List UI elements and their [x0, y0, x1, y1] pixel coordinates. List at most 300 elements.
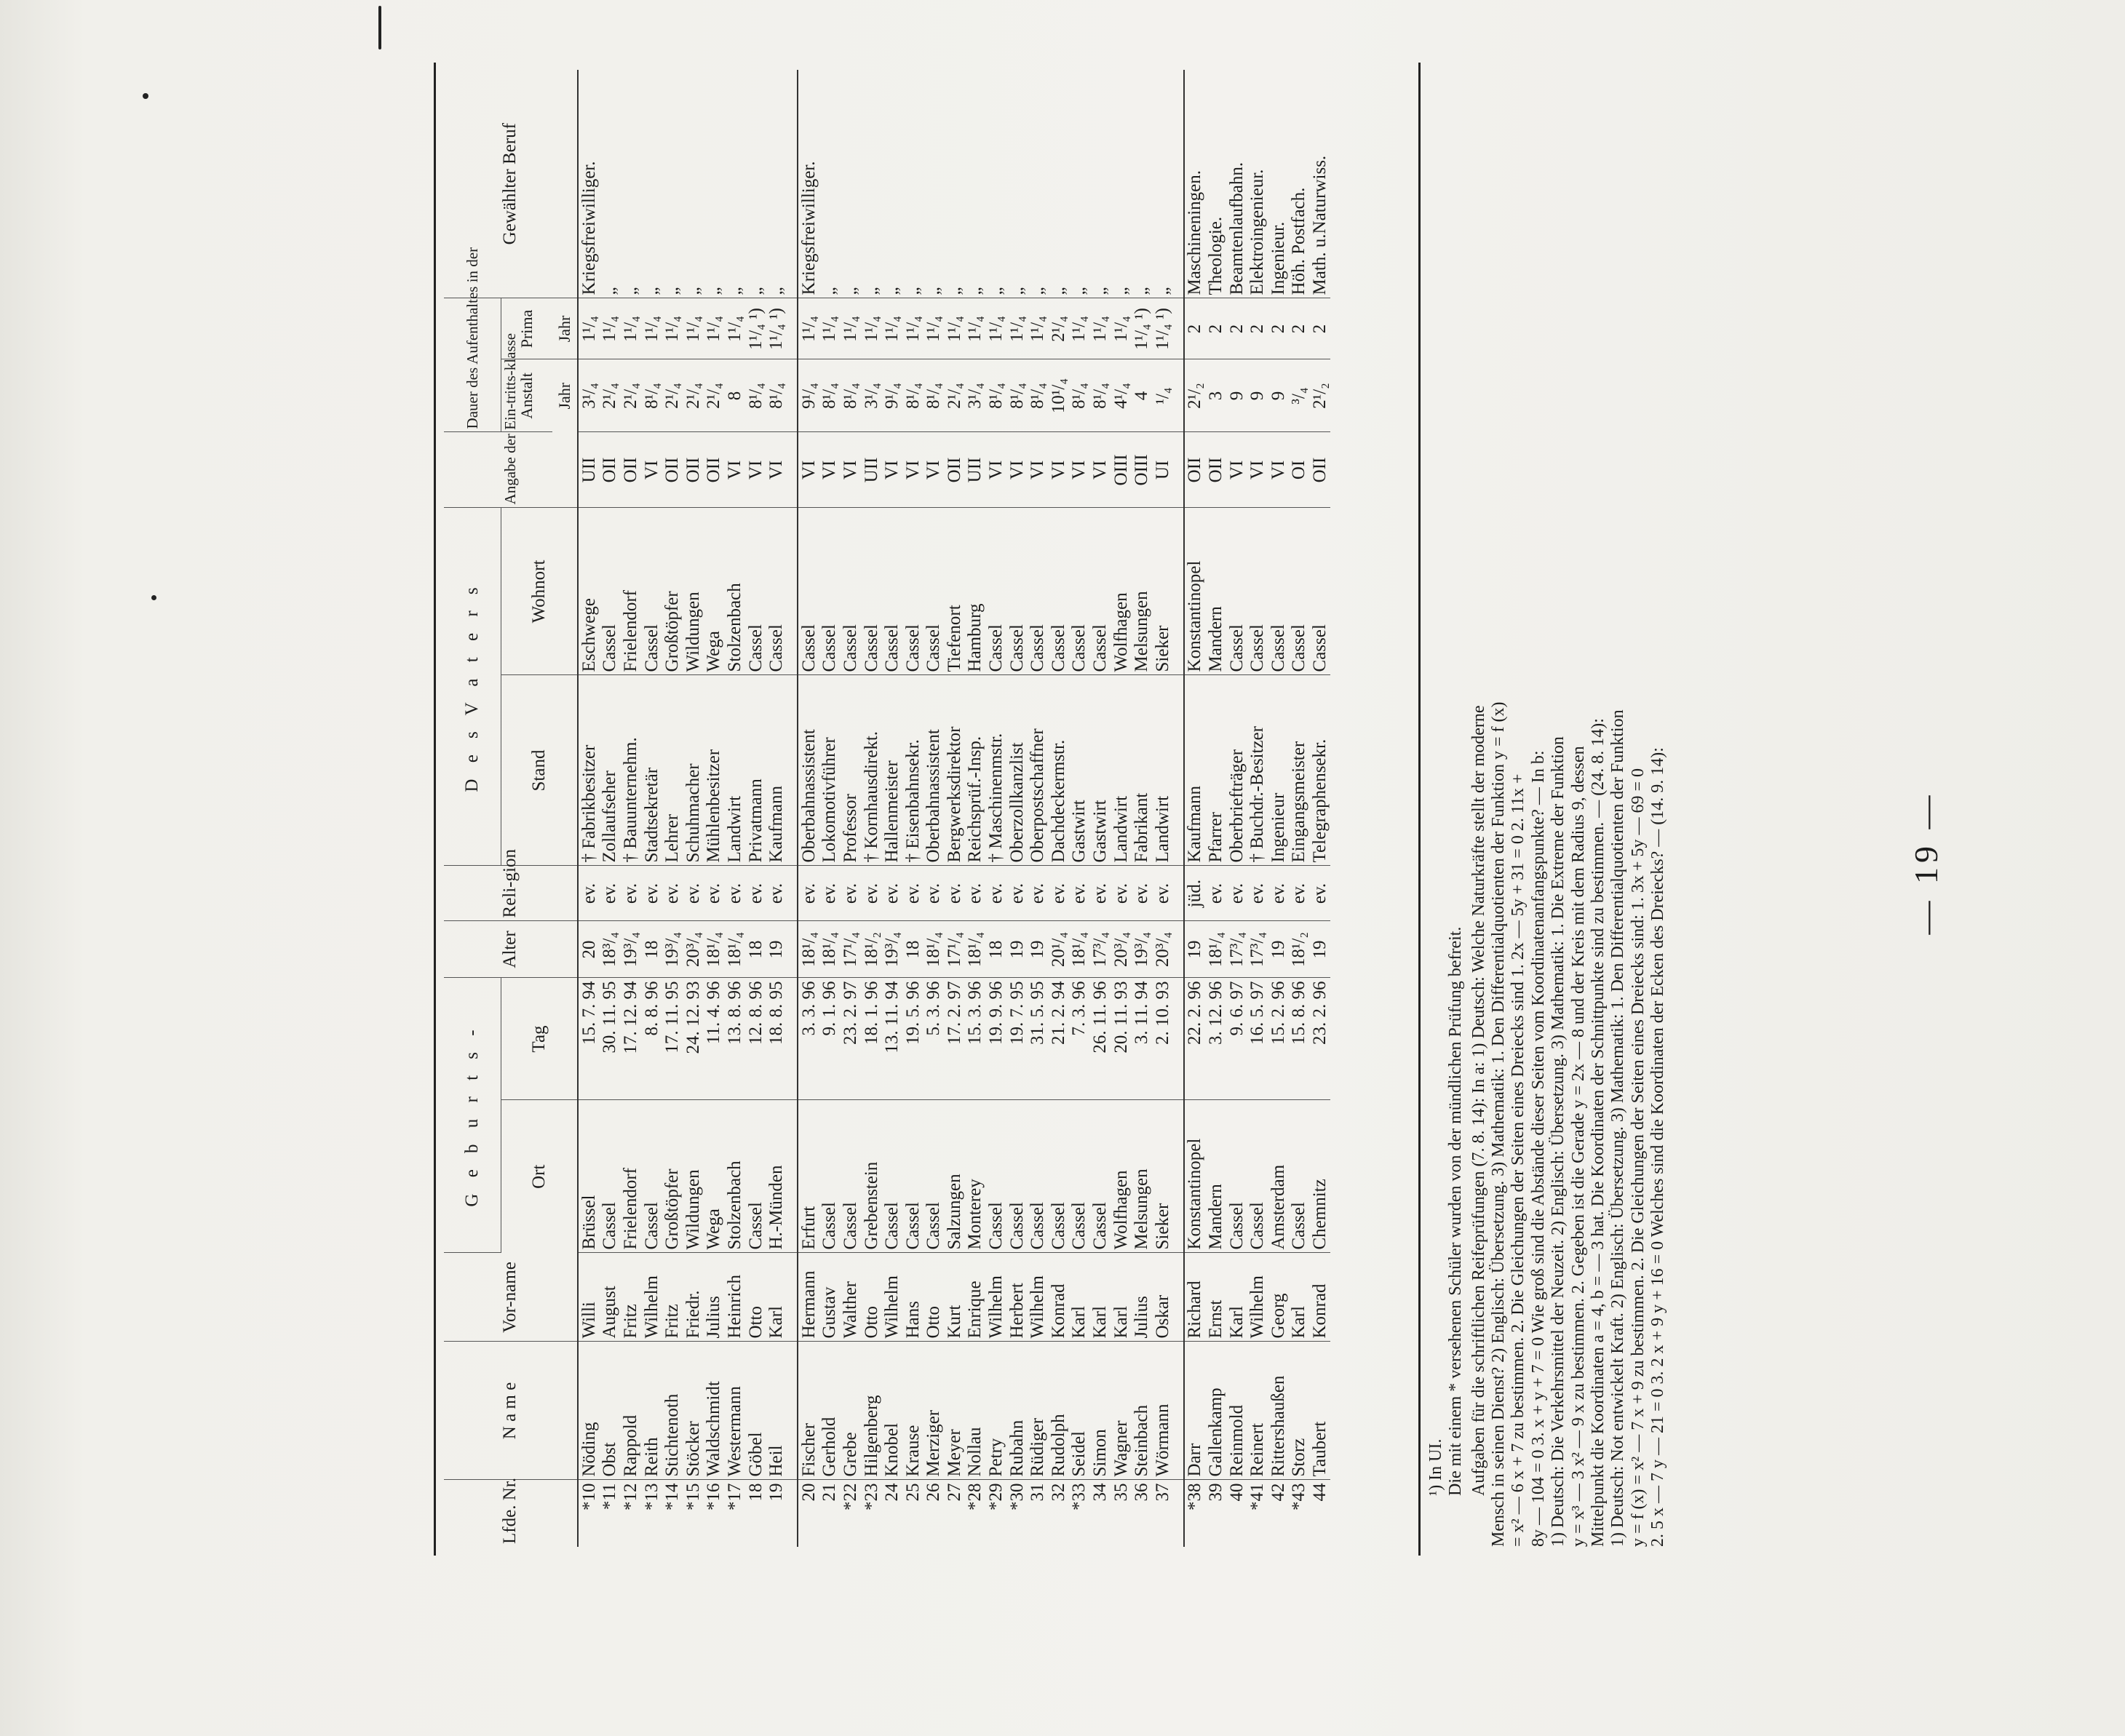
row-number: *38: [1184, 1480, 1206, 1547]
birth-place: Großtöpfer: [662, 1100, 683, 1253]
student-first-name: Fritz: [620, 1253, 641, 1342]
student-first-name: Konrad: [1309, 1253, 1330, 1342]
father-residence: Cassel: [1226, 508, 1247, 675]
father-residence: Tiefenort: [944, 508, 965, 675]
birth-place: Cassel: [745, 1100, 766, 1253]
student-surname: Reith: [641, 1342, 662, 1480]
row-number: 44: [1309, 1483, 1330, 1502]
header-geburts: G e b u r t s -: [444, 978, 501, 1253]
entry-class: VI: [902, 432, 924, 508]
exam-text-line: 2. 5 x — 7 y — 21 = 0 3. 2 x + 9 y + 16 = 0 Welches sind die Koordinaten der Ecken des Dreiecks? — (14. 9. 14):: [1648, 747, 1667, 1547]
student-surname: Stöcker: [683, 1342, 704, 1480]
student-surname: Simon: [1089, 1342, 1111, 1480]
birth-date: 19. 5. 96: [902, 978, 924, 1100]
student-surname: Heil: [766, 1342, 787, 1480]
chosen-profession: Höh. Postfach.: [1289, 70, 1310, 298]
student-surname: Obst: [600, 1342, 621, 1480]
student-surname: Rüdiger: [1027, 1342, 1048, 1480]
table-row: [1205, 70, 1226, 1547]
table-row: [1048, 70, 1069, 1547]
birth-place: Cassel: [1027, 1100, 1048, 1253]
birth-place: Cassel: [1069, 1100, 1090, 1253]
exam-text-line: Aufgaben für die schriftlichen Reifeprüfungen (7. 8. 14): In a: 1) Deutsch: Welche Naturkräfte stellt der moderne: [1469, 705, 1488, 1496]
birth-date: 20. 11. 93: [1111, 978, 1132, 1100]
father-occupation: Gastwirt: [1069, 675, 1090, 866]
religion: ev.: [745, 866, 766, 921]
entry-class: VI: [924, 432, 945, 508]
birth-date: 3. 12. 96: [1205, 978, 1226, 1100]
chosen-profession: „: [965, 70, 986, 298]
years-at-school: 3¹/₄: [578, 359, 600, 432]
student-first-name: Oskar: [1152, 1253, 1173, 1342]
birth-date: 15. 7. 94: [578, 978, 600, 1100]
exam-text-line: 8y — 104 = 0 3. x + y + 7 = 0 Wie groß sind die Abstände dieser Seiten vom Koordinatenanfangspunkte? — In b:: [1528, 750, 1548, 1547]
student-surname: Reinmold: [1226, 1342, 1247, 1480]
exam-text-line: Mittelpunkt die Koordinaten a = 4, b = — 3 hat. Die Koordinaten der Schnittpunkte sind zu bestimmen. — (24. 8. 14):: [1588, 718, 1608, 1547]
father-residence: Cassel: [798, 508, 819, 675]
age: 18: [902, 921, 924, 978]
chosen-profession: „: [683, 70, 704, 298]
age: 17¹/₄: [840, 921, 861, 978]
chosen-profession: Ingenieur.: [1268, 70, 1289, 298]
birth-date: 24. 12. 93: [683, 978, 704, 1100]
birth-place: Mandern: [1205, 1100, 1226, 1253]
table-row: [1184, 70, 1206, 1547]
years-in-prima: 2¹/₄: [1048, 298, 1069, 359]
student-first-name: Otto: [924, 1253, 945, 1342]
age: 18¹/₂: [1289, 921, 1310, 978]
chosen-profession: Elektroingenieur.: [1247, 70, 1268, 298]
chosen-profession: Theologie.: [1205, 70, 1226, 298]
father-occupation: Oberzollkanzlist: [1006, 675, 1028, 866]
birth-date: 7. 3. 96: [1069, 978, 1090, 1100]
table-row: [1006, 70, 1028, 1547]
header-beruf: Gewählter Beruf: [444, 70, 578, 298]
years-at-school: 2¹/₄: [620, 359, 641, 432]
student-first-name: Karl: [1089, 1253, 1111, 1342]
years-in-prima: 1¹/₄: [840, 298, 861, 359]
religion: ev.: [704, 866, 725, 921]
header-religion: Reli-gion: [444, 866, 578, 921]
birth-date: 12. 8. 96: [745, 978, 766, 1100]
header-name: N a m e: [444, 1342, 578, 1480]
chosen-profession: „: [944, 70, 965, 298]
chosen-profession: „: [704, 70, 725, 298]
father-residence: Stolzenbach: [724, 508, 745, 675]
student-first-name: Otto: [861, 1253, 882, 1342]
entry-class: VI: [819, 432, 841, 508]
row-number: *22: [840, 1483, 860, 1510]
age: 18¹/₄: [1205, 921, 1226, 978]
birth-date: 15. 3. 96: [965, 978, 986, 1100]
religion: ev.: [840, 866, 861, 921]
entry-class: OII: [944, 432, 965, 508]
entry-class: VI: [840, 432, 861, 508]
age: 19: [1027, 921, 1048, 978]
birth-date: 18. 1. 96: [861, 978, 882, 1100]
table-row: [840, 70, 861, 1547]
ink-spot: [143, 93, 148, 99]
entry-class: VI: [1027, 432, 1048, 508]
row-number: 42: [1268, 1483, 1288, 1502]
years-at-school: 10¹/₄: [1048, 359, 1069, 432]
student-surname: Rudolph: [1048, 1342, 1069, 1480]
table-row: [965, 70, 986, 1547]
chosen-profession: „: [924, 70, 945, 298]
father-residence: Cassel: [819, 508, 841, 675]
table-row: [1309, 70, 1330, 1547]
age: 20³/₄: [1111, 921, 1132, 978]
years-at-school: 8¹/₄: [1027, 359, 1048, 432]
row-number: *28: [965, 1483, 985, 1510]
table-row: [1111, 70, 1132, 1547]
birth-place: H.-Münden: [766, 1100, 787, 1253]
student-first-name: Wilhelm: [1027, 1253, 1048, 1342]
row-number: *16: [704, 1483, 724, 1510]
table-row: [1247, 70, 1268, 1547]
religion: ev.: [985, 866, 1006, 921]
birth-date: 21. 2. 94: [1048, 978, 1069, 1100]
years-at-school: 8¹/₄: [1069, 359, 1090, 432]
years-in-prima: 1¹/₄: [683, 298, 704, 359]
age: 19: [1268, 921, 1289, 978]
table-body: [578, 70, 1330, 1547]
birth-date: 16. 5. 97: [1247, 978, 1268, 1100]
father-residence: Cassel: [1268, 508, 1289, 675]
years-at-school: 3: [1205, 359, 1226, 432]
birth-date: 8. 8. 96: [641, 978, 662, 1100]
years-in-prima: 2: [1247, 298, 1268, 359]
row-number: *33: [1069, 1483, 1089, 1510]
years-at-school: 9¹/₄: [798, 359, 819, 432]
religion: ev.: [1048, 866, 1069, 921]
table-row: [881, 70, 902, 1547]
header-wohnort: Wohnort: [501, 508, 579, 675]
age: 18¹/₄: [924, 921, 945, 978]
father-residence: Cassel: [881, 508, 902, 675]
religion: ev.: [965, 866, 986, 921]
student-first-name: Julius: [1131, 1253, 1152, 1342]
birth-place: Sieker: [1152, 1100, 1173, 1253]
years-at-school: 8¹/₄: [745, 359, 766, 432]
age: 19: [1184, 921, 1206, 978]
student-surname: Rubahn: [1006, 1342, 1028, 1480]
years-in-prima: 1¹/₄: [662, 298, 683, 359]
birth-place: Stolzenbach: [724, 1100, 745, 1253]
exam-text-line: Mensch in seinen Dienst? 2) Englisch: Übersetzung. 3) Mathematik: 1. Den Differentialquotienten der Funktion y = f (x): [1489, 701, 1509, 1547]
birth-date: 17. 11. 95: [662, 978, 683, 1100]
student-surname: Knobel: [881, 1342, 902, 1480]
student-surname: Göbel: [745, 1342, 766, 1480]
row-number: *30: [1006, 1483, 1027, 1510]
chosen-profession: „: [1131, 70, 1152, 298]
student-surname: Reinert: [1247, 1342, 1268, 1480]
notes-section: [1426, 70, 1668, 1547]
years-at-school: 8: [724, 359, 745, 432]
father-occupation: † Maschinenmstr.: [985, 675, 1006, 866]
birth-place: Monterey: [965, 1100, 986, 1253]
student-first-name: Gustav: [819, 1253, 841, 1342]
student-surname: Wagner: [1111, 1342, 1132, 1480]
chosen-profession: Beamtenlaufbahn.: [1226, 70, 1247, 298]
student-surname: Rappold: [620, 1342, 641, 1480]
table-row: [1268, 70, 1289, 1547]
chosen-profession: „: [819, 70, 841, 298]
years-in-prima: 2: [1268, 298, 1289, 359]
birth-place: Cassel: [600, 1100, 621, 1253]
years-at-school: 2¹/₄: [662, 359, 683, 432]
student-first-name: Fritz: [662, 1253, 683, 1342]
entry-class: OII: [1205, 432, 1226, 508]
header-vorname: Vor-name: [444, 1253, 578, 1342]
years-in-prima: 2: [1289, 298, 1310, 359]
student-surname: Hilgenberg: [861, 1342, 882, 1480]
religion: ev.: [1289, 866, 1310, 921]
father-occupation: Kaufmann: [1184, 675, 1206, 866]
row-number: *29: [986, 1483, 1006, 1510]
student-surname: Fischer: [798, 1342, 819, 1480]
years-in-prima: 1¹/₄: [819, 298, 841, 359]
birth-place: Grebenstein: [861, 1100, 882, 1253]
entry-class: OIII: [1131, 432, 1152, 508]
birth-date: 13. 8. 96: [724, 978, 745, 1100]
entry-class: VI: [798, 432, 819, 508]
entry-class: UII: [578, 432, 600, 508]
religion: ev.: [641, 866, 662, 921]
entry-class: VI: [1268, 432, 1289, 508]
row-number: 26: [924, 1483, 944, 1502]
header-stand: Stand: [501, 675, 579, 866]
birth-date: 3. 11. 94: [1131, 978, 1152, 1100]
row-number: 19: [766, 1483, 787, 1502]
entry-class: VI: [1006, 432, 1028, 508]
years-at-school: 8¹/₄: [766, 359, 787, 432]
religion: ev.: [1006, 866, 1028, 921]
religion: ev.: [819, 866, 841, 921]
student-surname: Taubert: [1309, 1342, 1330, 1480]
birth-place: Cassel: [641, 1100, 662, 1253]
row-number: *15: [683, 1483, 703, 1510]
years-in-prima: 2: [1184, 298, 1206, 359]
father-occupation: Schuhmacher: [683, 675, 704, 866]
father-residence: Cassel: [1069, 508, 1090, 675]
age: 19³/₄: [662, 921, 683, 978]
header-jahr-anstalt: Jahr: [552, 359, 578, 432]
table-row: [985, 70, 1006, 1547]
student-surname: Nöding: [578, 1342, 600, 1480]
birth-date: 22. 2. 96: [1184, 978, 1206, 1100]
age: 19³/₄: [881, 921, 902, 978]
years-at-school: 2¹/₄: [683, 359, 704, 432]
birth-place: Cassel: [924, 1100, 945, 1253]
student-surname: Seidel: [1069, 1342, 1090, 1480]
header-lfd-nr: Lfde. Nr.: [444, 1480, 578, 1547]
birth-date: 23. 2. 96: [1309, 978, 1330, 1100]
years-at-school: 2¹/₂: [1184, 359, 1206, 432]
birth-date: 9. 1. 96: [819, 978, 841, 1100]
years-at-school: 2¹/₄: [944, 359, 965, 432]
years-in-prima: 1¹/₄: [944, 298, 965, 359]
birth-date: 15. 2. 96: [1268, 978, 1289, 1100]
table-row: [662, 70, 683, 1547]
birth-date: 13. 11. 94: [881, 978, 902, 1100]
student-first-name: Willi: [578, 1253, 600, 1342]
student-surname: Petry: [985, 1342, 1006, 1480]
table-row: [683, 70, 704, 1547]
religion: ev.: [683, 866, 704, 921]
age: 20: [578, 921, 600, 978]
birth-date: 26. 11. 96: [1089, 978, 1111, 1100]
chosen-profession: „: [1048, 70, 1069, 298]
years-in-prima: 1¹/₄: [1006, 298, 1028, 359]
student-surname: Wörmann: [1152, 1342, 1173, 1480]
student-surname: Rittershaußen: [1268, 1342, 1289, 1480]
father-residence: Cassel: [1247, 508, 1268, 675]
student-first-name: Wilhelm: [985, 1253, 1006, 1342]
age: 18¹/₂: [861, 921, 882, 978]
years-at-school: ¹/₄: [1152, 359, 1173, 432]
entry-class: VI: [1226, 432, 1247, 508]
student-first-name: Julius: [704, 1253, 725, 1342]
father-residence: Cassel: [985, 508, 1006, 675]
years-in-prima: 1¹/₄ ¹): [1131, 298, 1152, 359]
years-in-prima: 1¹/₄: [578, 298, 600, 359]
entry-class: UII: [861, 432, 882, 508]
father-occupation: Reichsprüf.-Insp.: [965, 675, 986, 866]
years-at-school: 9: [1247, 359, 1268, 432]
student-first-name: Hermann: [798, 1253, 819, 1342]
header-des-vaters: D e s V a t e r s: [444, 508, 501, 866]
student-surname: Nollau: [965, 1342, 986, 1480]
birth-date: 19. 9. 96: [985, 978, 1006, 1100]
age: 17³/₄: [1247, 921, 1268, 978]
birth-date: 9. 6. 97: [1226, 978, 1247, 1100]
religion: ev.: [1111, 866, 1132, 921]
age: 18: [745, 921, 766, 978]
birth-place: Wolfhagen: [1111, 1100, 1132, 1253]
father-occupation: Landwirt: [724, 675, 745, 866]
father-residence: Frielendorf: [620, 508, 641, 675]
years-in-prima: 1¹/₄: [985, 298, 1006, 359]
father-residence: Cassel: [766, 508, 787, 675]
age: 19: [1006, 921, 1028, 978]
father-occupation: Gastwirt: [1089, 675, 1111, 866]
father-residence: Cassel: [1089, 508, 1111, 675]
father-occupation: Lehrer: [662, 675, 683, 866]
chosen-profession: „: [840, 70, 861, 298]
years-at-school: 9: [1268, 359, 1289, 432]
student-first-name: Richard: [1184, 1253, 1206, 1342]
years-at-school: 9¹/₄: [881, 359, 902, 432]
years-in-prima: 1¹/₄: [924, 298, 945, 359]
chosen-profession: „: [600, 70, 621, 298]
years-in-prima: 1¹/₄: [1069, 298, 1090, 359]
age: 18¹/₄: [704, 921, 725, 978]
age: 20³/₄: [1152, 921, 1173, 978]
entry-class: VI: [985, 432, 1006, 508]
father-residence: Cassel: [745, 508, 766, 675]
student-surname: Grebe: [840, 1342, 861, 1480]
entry-class: OII: [1309, 432, 1330, 508]
table-row: [1027, 70, 1048, 1547]
age: 20¹/₄: [1048, 921, 1069, 978]
years-in-prima: 1¹/₄: [704, 298, 725, 359]
table-row: [1089, 70, 1111, 1547]
religion: ev.: [1226, 866, 1247, 921]
student-first-name: Konrad: [1048, 1253, 1069, 1342]
years-in-prima: 1¹/₄: [798, 298, 819, 359]
student-first-name: Karl: [1226, 1253, 1247, 1342]
birth-date: 3. 3. 96: [798, 978, 819, 1100]
chosen-profession: „: [1006, 70, 1028, 298]
student-surname: Waldschmidt: [704, 1342, 725, 1480]
row-number: *41: [1247, 1483, 1268, 1510]
years-in-prima: 1¹/₄ ¹): [745, 298, 766, 359]
father-occupation: Landwirt: [1111, 675, 1132, 866]
religion: ev.: [1152, 866, 1173, 921]
father-residence: Cassel: [924, 508, 945, 675]
entry-class: VI: [641, 432, 662, 508]
years-at-school: 8¹/₄: [924, 359, 945, 432]
father-residence: Cassel: [1027, 508, 1048, 675]
age: 19³/₄: [620, 921, 641, 978]
father-occupation: Hallenmeister: [881, 675, 902, 866]
exam-text-line: y = x³ — 3 x² — 9 x zu bestimmen. 2. Gegeben ist die Gerade y = 2x — 8 und der Kreis mit dem Radius 9, dessen: [1568, 746, 1588, 1547]
row-number: 25: [902, 1483, 923, 1502]
student-surname: Stichtenoth: [662, 1342, 683, 1480]
religion: ev.: [1027, 866, 1048, 921]
age: 18: [985, 921, 1006, 978]
student-surname: Meyer: [944, 1342, 965, 1480]
birth-place: Cassel: [840, 1100, 861, 1253]
birth-place: Salzungen: [944, 1100, 965, 1253]
age: 18¹/₄: [1069, 921, 1090, 978]
father-residence: Cassel: [1006, 508, 1028, 675]
age: 17³/₄: [1089, 921, 1111, 978]
religion: ev.: [861, 866, 882, 921]
header-eintrittsklasse: Angabe der Ein-tritts-klasse: [444, 432, 578, 508]
student-surname: Gerhold: [819, 1342, 841, 1480]
chosen-profession: „: [861, 70, 882, 298]
student-surname: Westermann: [724, 1342, 745, 1480]
row-number: *12: [620, 1483, 640, 1510]
exam-text-line: = x² — 6 x + 7 zu bestimmen. 2. Die Gleichungen der Seiten eines Dreiecks sind 1. 2x — 5y + 31 = 0 2. 11x +: [1509, 773, 1528, 1547]
row-number: *10: [579, 1483, 599, 1510]
entry-class: OI: [1289, 432, 1310, 508]
birth-place: Brüssel: [578, 1100, 600, 1253]
birth-place: Frielendorf: [620, 1100, 641, 1253]
row-number: 31: [1028, 1483, 1048, 1502]
religion: ev.: [798, 866, 819, 921]
row-number: 39: [1206, 1483, 1226, 1502]
years-in-prima: 1¹/₄: [641, 298, 662, 359]
table-row: [1152, 70, 1173, 1547]
row-number: *11: [600, 1483, 620, 1510]
table-row: [1131, 70, 1152, 1547]
row-number: 37: [1152, 1483, 1172, 1502]
religion: jüd.: [1184, 866, 1206, 921]
father-residence: Großtöpfer: [662, 508, 683, 675]
birth-place: Cassel: [1006, 1100, 1028, 1253]
student-first-name: Wilhelm: [641, 1253, 662, 1342]
birth-place: Melsungen: [1131, 1100, 1152, 1253]
father-occupation: Oberbriefträger: [1226, 675, 1247, 866]
row-number: *43: [1289, 1483, 1309, 1510]
student-surname: Krause: [902, 1342, 924, 1480]
years-in-prima: 1¹/₄: [600, 298, 621, 359]
father-occupation: Stadtsekretär: [641, 675, 662, 866]
row-number: *13: [641, 1483, 662, 1510]
